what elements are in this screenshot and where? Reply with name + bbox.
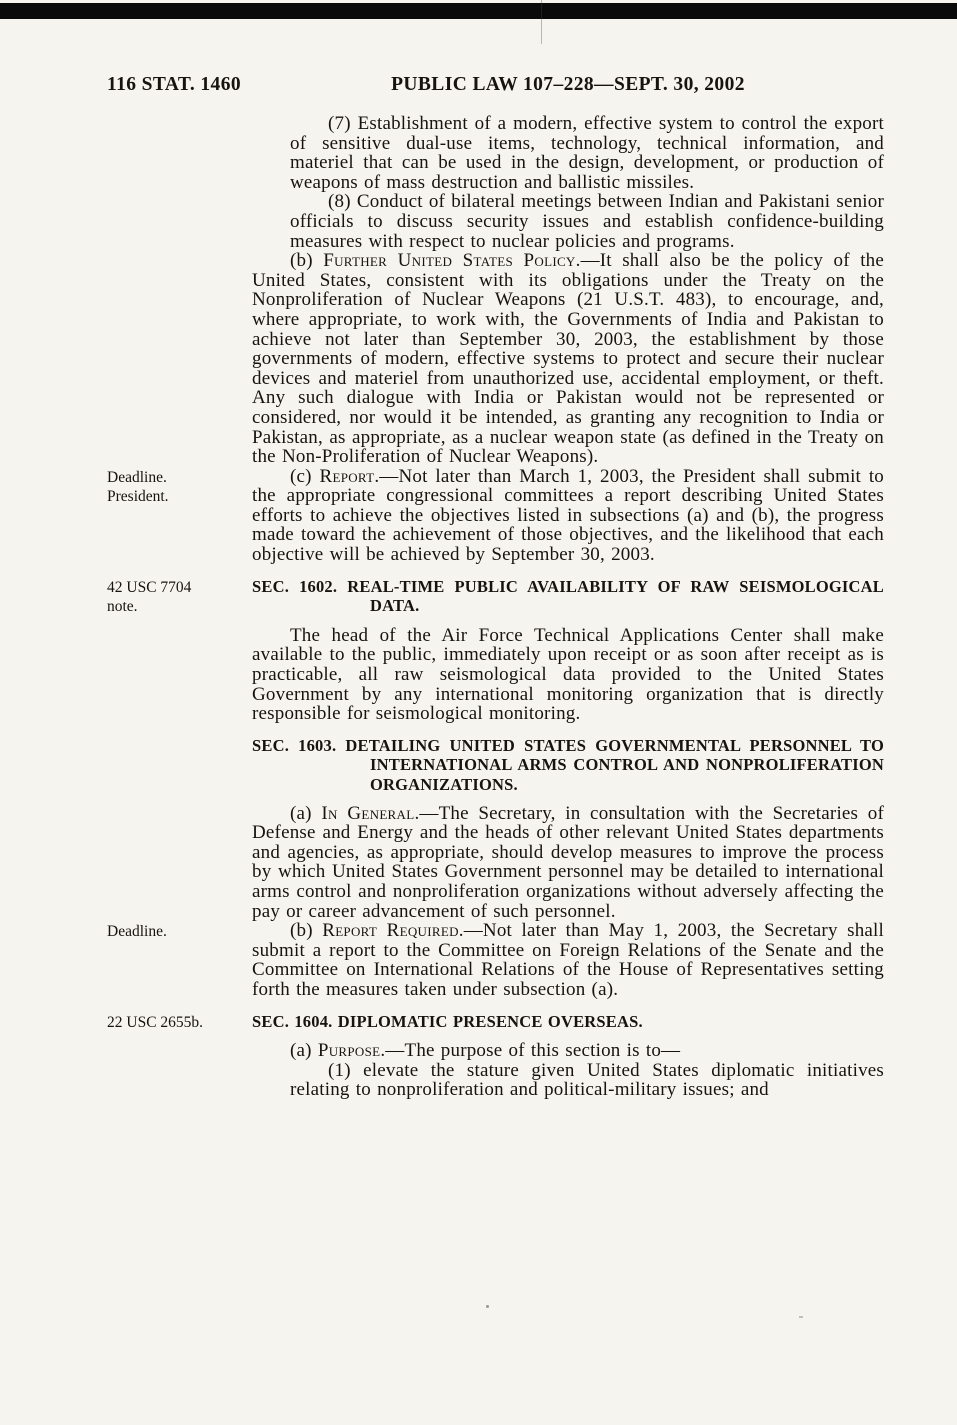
small-caps-label: Report	[319, 465, 375, 487]
section-heading-1604: SEC. 1604. DIPLOMATIC PRESENCE OVERSEAS.	[252, 1011, 643, 1031]
text-row	[107, 114, 884, 467]
paragraph-text: (c)	[290, 465, 320, 487]
scan-top-bar	[0, 3, 957, 19]
margin-spacer	[107, 114, 252, 467]
text-column	[252, 577, 884, 617]
margin-spacer	[107, 1041, 252, 1100]
margin-note-line: Deadline.	[107, 468, 167, 486]
paragraph-1604-1	[290, 1061, 884, 1100]
text-row	[107, 804, 884, 922]
small-caps-label: Report Required	[322, 920, 459, 942]
paragraph-text: (8) Conduct of bilateral meetings between Indian and Pakistani senior officials to discuss security issues and establish confidence-building measures with respect to nuclear policies and programs.	[290, 191, 884, 252]
text-row	[107, 467, 884, 565]
scan-artifact-speck	[799, 1316, 803, 1318]
paragraph-c	[252, 467, 884, 565]
paragraph-text: (a)	[290, 1040, 318, 1062]
text-row	[107, 736, 884, 795]
paragraph-1604-a	[252, 1041, 884, 1061]
text-column	[252, 736, 884, 795]
paragraph-1603-b	[252, 921, 884, 999]
running-head	[0, 74, 957, 100]
text-row	[107, 1012, 884, 1033]
statute-text	[107, 114, 884, 1100]
paragraph-text: .—Not later than March 1, 2003, the President shall submit to the appropriate congressional committees a report describing United States efforts to achieve the objectives listed in subsections (a) and (b), the progress made toward the achievement of those objectives, and the likelihood that each objective will be achieved by September 30, 2003.	[252, 465, 884, 566]
text-row	[107, 1041, 884, 1100]
margin-note-line: Deadline.	[107, 923, 167, 941]
margin-spacer	[107, 804, 252, 922]
section-heading-1602: SEC. 1602. REAL-TIME PUBLIC AVAILABILITY OF RAW SEISMOLOGICAL DATA.	[252, 576, 884, 616]
margin-spacer	[107, 626, 252, 724]
scan-artifact-speck	[486, 1305, 489, 1308]
scan-artifact-crease	[541, 0, 542, 44]
margin-note-deadline-president	[107, 467, 252, 565]
paragraph-b	[252, 251, 884, 467]
section-heading-1603: SEC. 1603. DETAILING UNITED STATES GOVERNMENTAL PERSONNEL TO INTERNATIONAL ARMS CONTROL AND NONPROLIFERATION ORGANIZATIONS.	[252, 735, 884, 794]
small-caps-label: Further United States Policy	[323, 250, 576, 272]
paragraph-8	[290, 192, 884, 251]
text-column	[252, 921, 884, 999]
text-column	[252, 114, 884, 467]
text-row	[107, 577, 884, 617]
paragraph-text: (7) Establishment of a modern, effective system to control the export of sensitive dual-use items, technology, technical information, and materiel that can be used in the design, development, or production of weapons of mass destruction and ballistic missiles.	[290, 113, 884, 193]
text-row	[107, 921, 884, 999]
paragraph-text: (a)	[290, 802, 322, 824]
paragraph-text: (b)	[290, 250, 324, 272]
paragraph-text: .—The Secretary, in consultation with the Secretaries of Defense and Energy and the heads of other relevant United States departments and agencies, as appropriate, should develop measures to improve the process by which United States Government personnel may be detailed to international arms control and nonproliferation organizations without adversely affecting the pay or career advancement of such personnel.	[252, 802, 884, 922]
paragraph-text: (b)	[290, 920, 323, 942]
margin-note-line: 42 USC 7704	[107, 578, 192, 596]
text-column	[252, 626, 884, 724]
margin-note-usc-7704	[107, 577, 252, 617]
margin-spacer	[107, 736, 252, 795]
margin-note-line: President.	[107, 488, 169, 506]
stat-page-number: 116 STAT. 1460	[107, 74, 241, 95]
text-column	[252, 467, 884, 565]
paragraph-1602	[252, 626, 884, 724]
margin-note-deadline	[107, 921, 252, 999]
text-column	[252, 804, 884, 922]
text-row	[107, 626, 884, 724]
paragraph-text: (1) elevate the stature given United States diplomatic initiatives relating to nonproliferation and political-military issues; and	[290, 1059, 884, 1101]
paragraph-text: .—Not later than May 1, 2003, the Secretary shall submit a report to the Committee on Foreign Relations of the Senate and the Committee on International Relations of the House of Representatives setting forth the measures taken under subsection (a).	[252, 920, 884, 1000]
small-caps-label: In General	[321, 802, 415, 824]
paragraph-text: .—It shall also be the policy of the United States, consistent with its obligations under the Treaty on the Nonproliferation of Nuclear Weapons (21 U.S.T. 483), to encourage, and, where appropriate, to work with, the Governments of India and Pakistan to achieve not later than September 30, 2003, the establishment by those governments of modern, effective systems to protect and secure their nuclear devices and materiel from unauthorized use, accidental employment, or theft. Any such dialogue with India or Pakistan would not be represented or considered, nor would it be intended, as granting any recognition to India or Pakistan, as appropriate, as a nuclear weapon state (as defined in the Treaty on the Non-Proliferation of Nuclear Weapons).	[252, 250, 885, 468]
paragraph-text: The head of the Air Force Technical Applications Center shall make available to the public, immediately upon receipt or as soon after receipt as is practicable, all raw seismological data provided to the United States Government by any international monitoring organization that is directly responsible for seismological monitoring.	[252, 624, 884, 725]
paragraph-7	[290, 114, 884, 192]
margin-note-line: 22 USC 2655b.	[107, 1013, 204, 1031]
text-column	[252, 1012, 884, 1033]
law-citation: PUBLIC LAW 107–228—SEPT. 30, 2002	[391, 74, 745, 95]
paragraph-text: .—The purpose of this section is to—	[380, 1040, 681, 1062]
margin-note-line: note.	[107, 598, 138, 616]
margin-note-usc-2655b	[107, 1012, 252, 1033]
paragraph-1603-a	[252, 804, 884, 922]
text-column	[252, 1041, 884, 1100]
small-caps-label: Purpose	[317, 1040, 381, 1062]
